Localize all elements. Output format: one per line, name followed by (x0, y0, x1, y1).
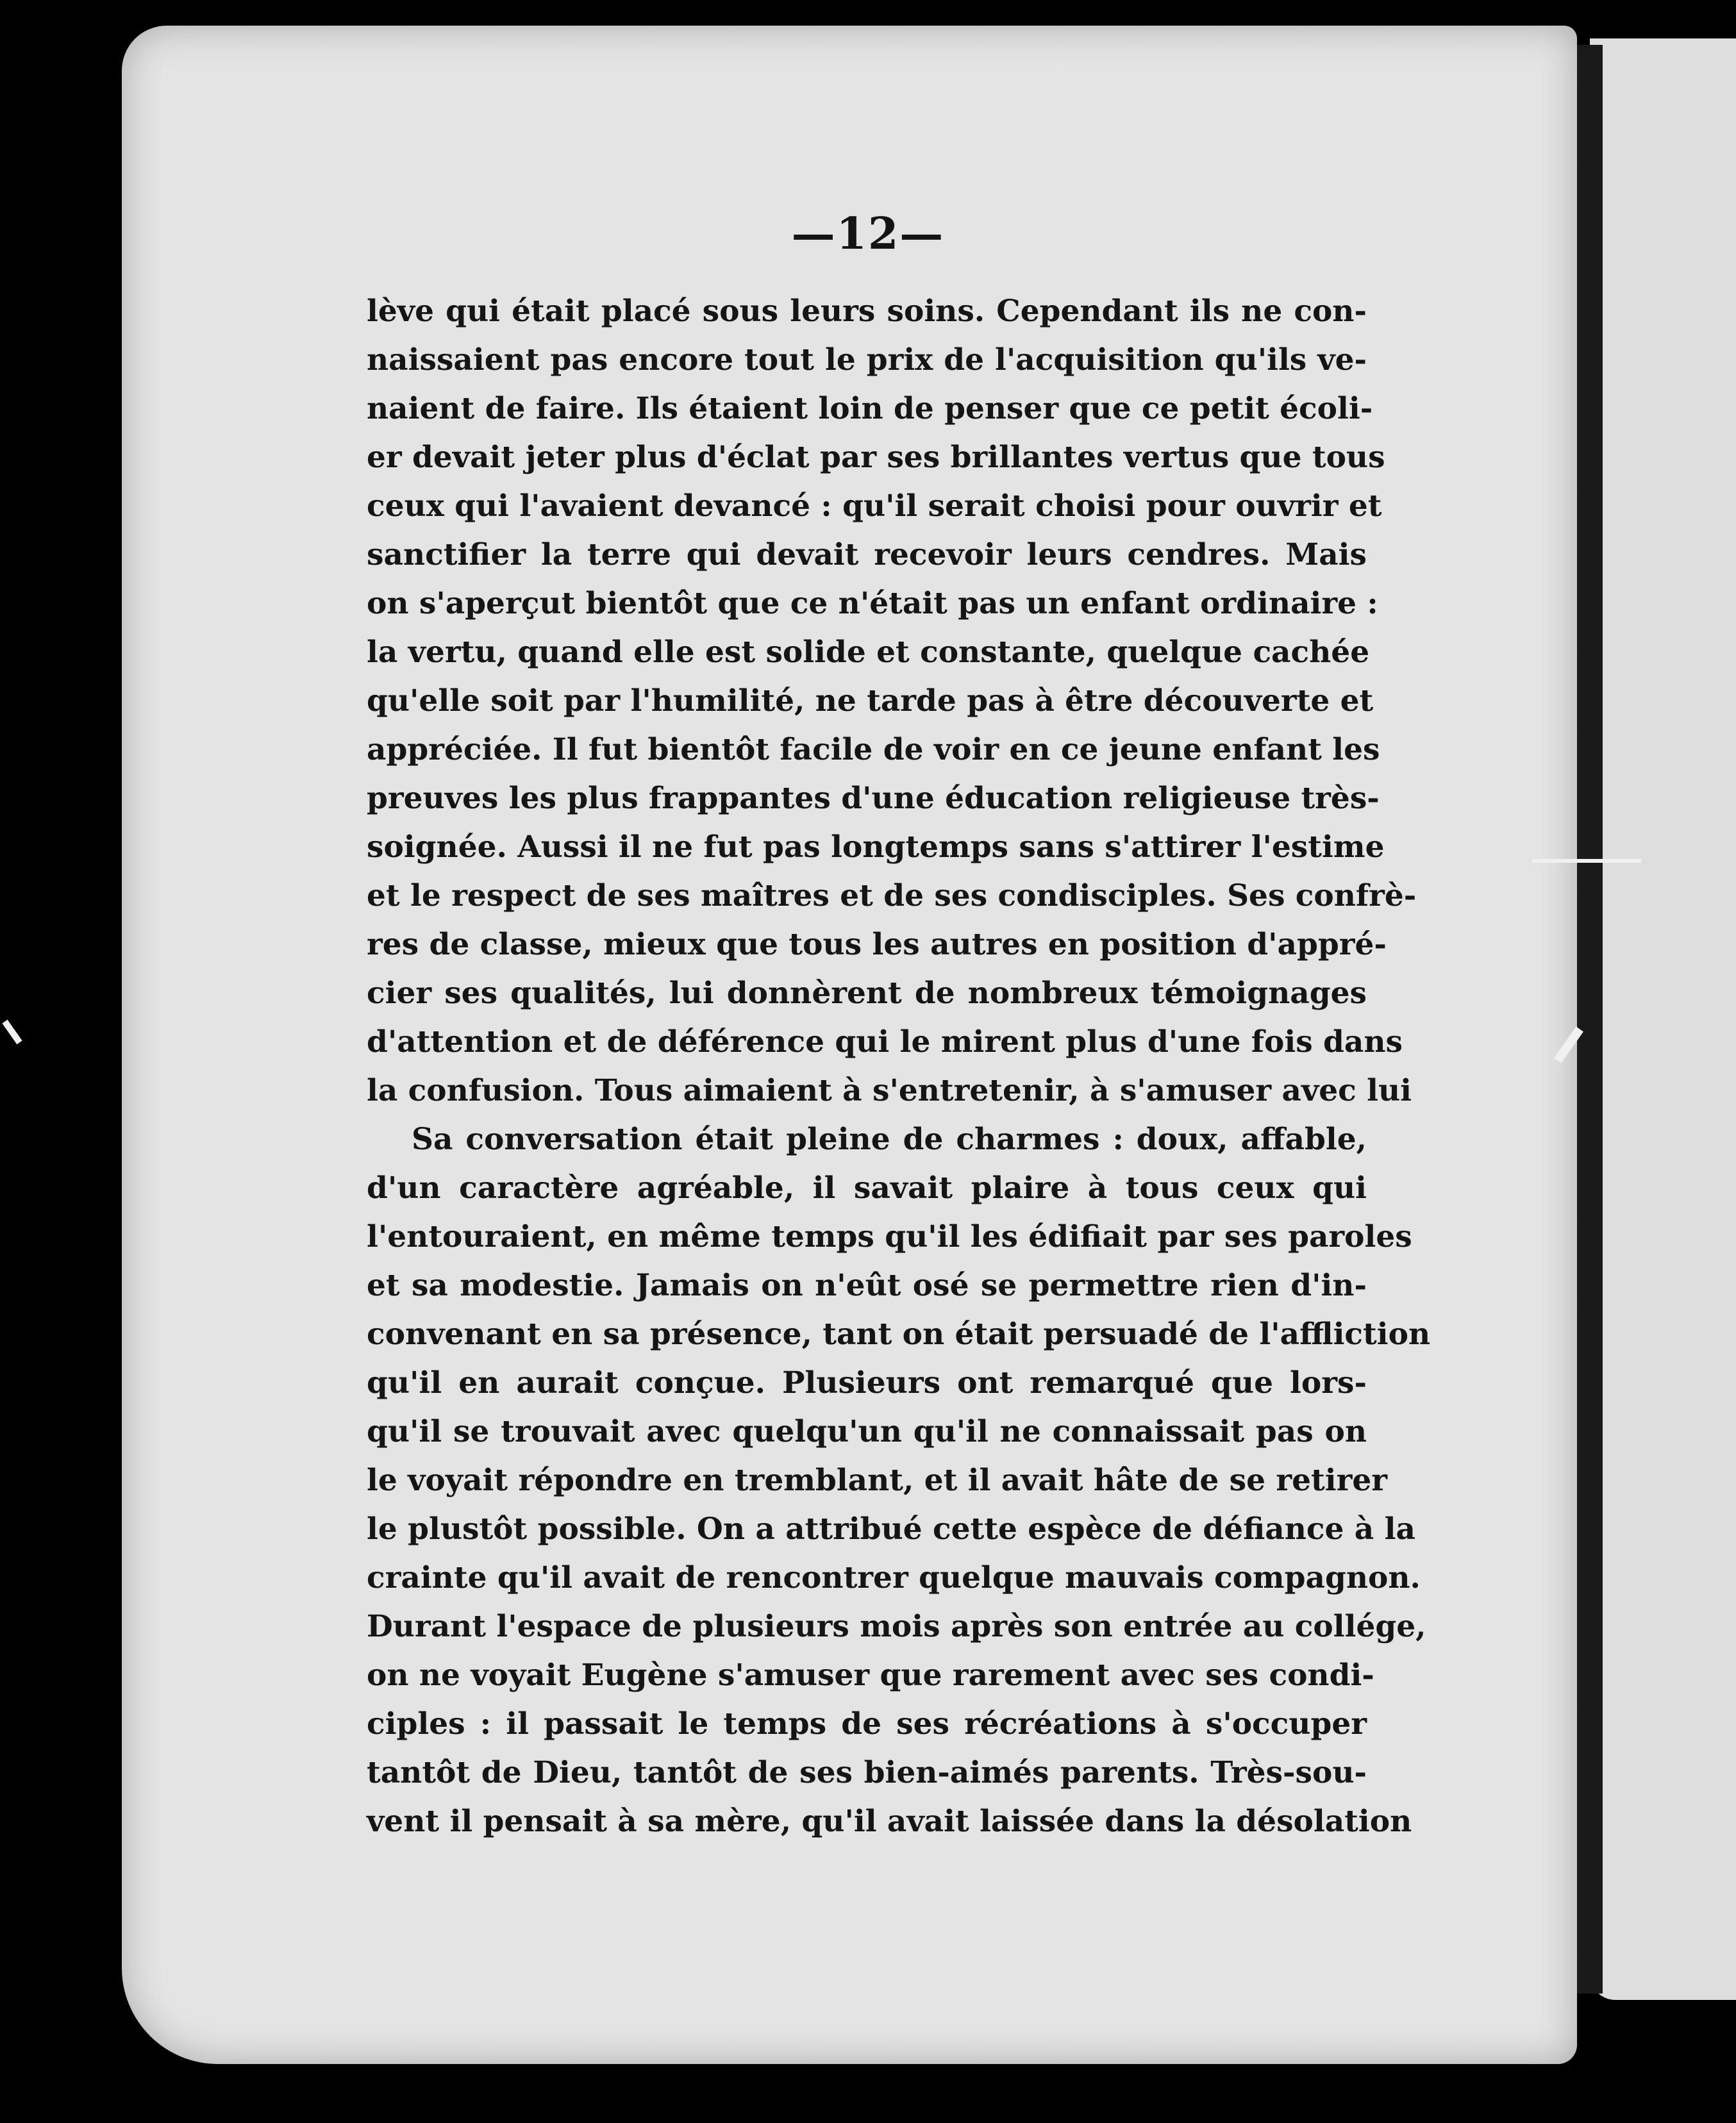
text-line: l'entouraient, en même temps qu'il les édifiait par ses paroles (367, 1219, 1412, 1254)
text-line: la confusion. Tous aimaient à s'entretenir, à s'amuser avec lui (367, 1073, 1412, 1108)
text-line: ciples : il passait le temps de ses récréations à s'occuper (367, 1706, 1367, 1742)
text-line: naient de faire. Ils étaient loin de penser que ce petit écoli- (367, 391, 1373, 426)
text-line: d'attention et de déférence qui le mirent plus d'une fois dans (367, 1024, 1403, 1060)
text-line: tantôt de Dieu, tantôt de ses bien-aimés parents. Très-sou- (367, 1755, 1367, 1790)
text-line: Sa conversation était pleine de charmes : doux, affable, (412, 1122, 1367, 1157)
text-line: ceux qui l'avaient devancé : qu'il serait choisi pour ouvrir et (367, 488, 1382, 524)
text-line: on ne voyait Eugène s'amuser que rarement avec ses condi- (367, 1658, 1374, 1693)
text-line: naissaient pas encore tout le prix de l'acquisition qu'ils ve- (367, 342, 1367, 378)
text-line: vent il pensait à sa mère, qu'il avait laissée dans la désolation (367, 1804, 1412, 1839)
text-line: qu'il se trouvait avec quelqu'un qu'il ne connaissait pas on (367, 1414, 1367, 1449)
binding-shadow (1574, 45, 1603, 1994)
text-line: qu'elle soit par l'humilité, ne tarde pas à être découverte et (367, 683, 1374, 719)
text-line: le plustôt possible. On a attribué cette espèce de défiance à la (367, 1511, 1415, 1547)
text-line: et le respect de ses maîtres et de ses condisciples. Ses confrè- (367, 878, 1417, 913)
text-line: crainte qu'il avait de rencontrer quelque mauvais compagnon. (367, 1560, 1421, 1595)
text-line: la vertu, quand elle est solide et constante, quelque cachée (367, 635, 1370, 670)
text-line: res de classe, mieux que tous les autres en position d'appré- (367, 927, 1387, 962)
text-line: lève qui était placé sous leurs soins. Cependant ils ne con- (367, 294, 1367, 329)
text-line: on s'aperçut bientôt que ce n'était pas un enfant ordinaire : (367, 586, 1378, 621)
adjacent-page (1590, 38, 1736, 2000)
text-line: d'un caractère agréable, il savait plaire à tous ceux qui (367, 1170, 1367, 1206)
page-number: —12— (791, 208, 945, 260)
text-line: le voyait répondre en tremblant, et il avait hâte de se retirer (367, 1463, 1388, 1498)
text-line: Durant l'espace de plusieurs mois après son entrée au collége, (367, 1609, 1426, 1644)
text-line: appréciée. Il fut bientôt facile de voir en ce jeune enfant les (367, 732, 1380, 767)
margin-mark (2, 1020, 22, 1045)
body-text (367, 287, 1431, 1846)
text-line: sanctifier la terre qui devait recevoir leurs cendres. Mais (367, 537, 1367, 572)
text-line: cier ses qualités, lui donnèrent de nombreux témoignages (367, 976, 1367, 1011)
text-line: qu'il en aurait conçue. Plusieurs ont remarqué que lors- (367, 1365, 1367, 1401)
text-line: er devait jeter plus d'éclat par ses brillantes vertus que tous (367, 440, 1385, 475)
text-line: preuves les plus frappantes d'une éducation religieuse très- (367, 781, 1380, 816)
margin-mark (1532, 859, 1641, 863)
text-line: soignée. Aussi il ne fut pas longtemps sans s'attirer l'estime (367, 829, 1385, 865)
text-line: et sa modestie. Jamais on n'eût osé se permettre rien d'in- (367, 1268, 1367, 1303)
text-line: convenant en sa présence, tant on était persuadé de l'affliction (367, 1317, 1431, 1352)
